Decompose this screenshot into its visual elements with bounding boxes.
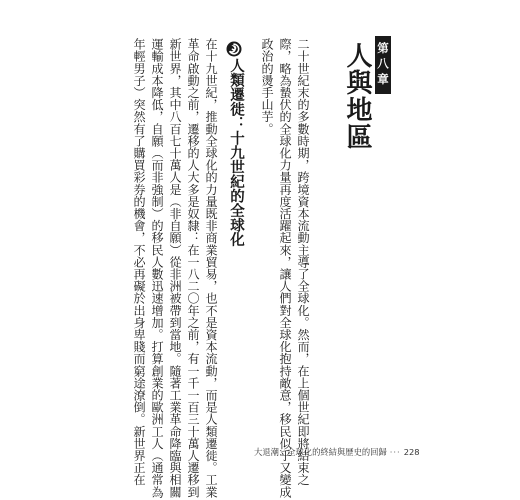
intro-column-1: 二十世紀末的多數時期，跨境資本流動主導了全球化。然而，在上個世紀即將結束之: [296, 38, 311, 486]
chapter-title: 人與地區: [342, 42, 372, 150]
chapter-number-banner: 第八章: [375, 36, 391, 94]
body-column-2: 革命啟動之前，遷移的人大多是奴隸：在一八二〇年之前，有一千一百三十萬人遷移到: [186, 38, 201, 498]
page-number: 228: [403, 447, 420, 457]
swirl-emblem-icon: [226, 41, 242, 57]
body-column-3: 新世界，其中八百七十萬人是（非自願）從非洲被帶到當地。隨著工業革命降臨與相關: [168, 38, 183, 498]
page-footer: [254, 446, 420, 458]
book-title: 大退潮：全球化的終結與歷史的回歸: [254, 447, 387, 457]
intro-column-3: 政治的燙手山芋。: [260, 38, 275, 135]
body-column-1: 在十九世紀，推動全球化的力量既非商業貿易，也不是資本流動，而是人類遷徙。工業: [204, 38, 219, 498]
section-heading: 人類遷徙：十九世紀的全球化: [228, 58, 245, 247]
intro-column-2: 際，略為蟄伏的全球化力量再度活躍起來，讓人們對全球化抱持敵意，移民似乎又變成: [278, 38, 293, 498]
footer-separator: ···: [389, 447, 401, 457]
body-column-4: 運輸成本降低，自願（而非強制）的移民人數迅速增加。打算創業的歐洲工人（通常為: [150, 38, 165, 498]
body-column-5: 年輕男子）突然有了購買彩券的機會，不必再礙於出身卑賤而窮途潦倒。新世界正在: [132, 38, 147, 486]
